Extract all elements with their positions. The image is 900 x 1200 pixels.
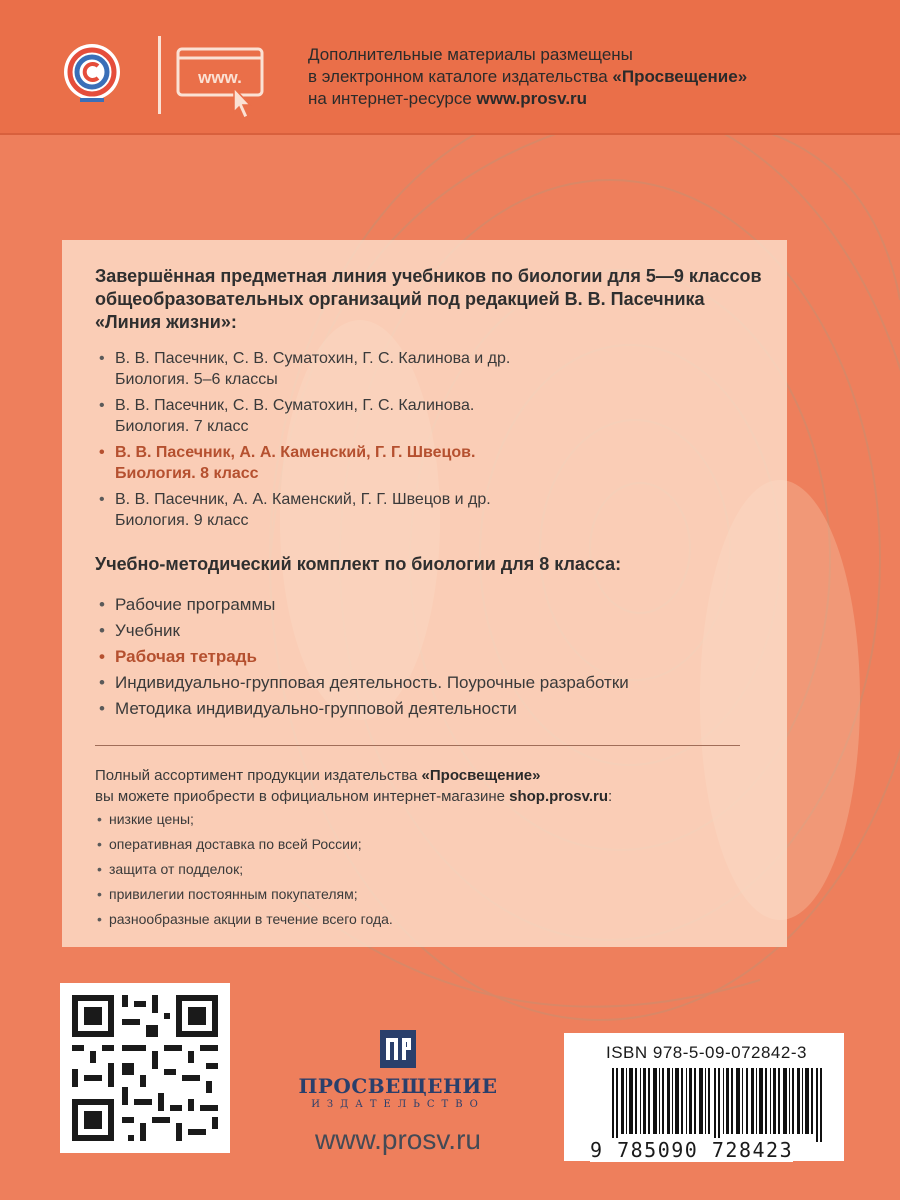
qr-code[interactable] xyxy=(60,983,230,1153)
kit-item: • Учебник xyxy=(95,620,775,642)
header-info-line3-text: на интернет-ресурсе xyxy=(308,89,477,108)
header-info-line1: Дополнительные материалы размещены xyxy=(308,45,633,64)
kit-heading: Учебно-методический комплект по биологии для 8 класса: xyxy=(95,554,622,574)
perk-item: • оперативная доставка по всей России; xyxy=(95,835,775,854)
publisher-subtitle: ИЗДАТЕЛЬСТВО xyxy=(311,1099,485,1110)
shop-line1 xyxy=(95,765,775,786)
shop-line2-colon: : xyxy=(608,788,613,805)
perk-item: • привилегии постоянным покупателям; xyxy=(95,885,775,904)
book-title: Биология. 8 класс xyxy=(115,465,259,482)
header-info-line2 xyxy=(308,66,878,88)
perk-item: • защита от подделок; xyxy=(95,860,775,879)
section-divider xyxy=(95,745,740,746)
shop-link[interactable]: shop.prosv.ru xyxy=(509,788,609,805)
header-info-line2-text: в электронном каталоге издательства xyxy=(308,67,613,86)
barcode xyxy=(612,1068,824,1142)
book-authors: • В. В. Пасечник, С. В. Суматохин, Г. С. Калинова и др. xyxy=(115,350,511,367)
book-title: Биология. 5–6 классы xyxy=(115,371,278,388)
kit-item: • Рабочие программы xyxy=(95,594,775,616)
book-item xyxy=(95,395,775,437)
kit-item-current: • Рабочая тетрадь xyxy=(95,646,775,668)
book-item xyxy=(95,489,775,531)
header-publisher-name: «Просвещение» xyxy=(612,67,748,86)
header-info xyxy=(308,44,878,110)
barcode-digits xyxy=(590,1138,840,1162)
perks-list xyxy=(95,810,775,929)
publisher-name: ПРОСВЕЩЕНИЕ xyxy=(298,1074,498,1098)
shop-publisher-name: «Просвещение» xyxy=(421,767,541,784)
book-authors: • В. В. Пасечник, А. А. Каменский, Г. Г. Швецов. xyxy=(115,444,476,461)
book-title: Биология. 9 класс xyxy=(115,512,249,529)
kit-list xyxy=(95,594,775,720)
header-divider xyxy=(158,36,161,114)
header-info-line3 xyxy=(308,88,878,110)
perk-item: • низкие цены; xyxy=(95,810,775,829)
book-authors: • В. В. Пасечник, А. А. Каменский, Г. Г. Швецов и др. xyxy=(115,491,491,508)
book-title: Биология. 7 класс xyxy=(115,418,249,435)
kit-item: • Индивидуально-групповая деятельность. Поурочные разработки xyxy=(95,672,775,694)
isbn-number: ISBN 978-5-09-072842-3 xyxy=(606,1043,807,1062)
www-icon-text: www. xyxy=(198,68,242,87)
publisher-url[interactable]: www.prosv.ru xyxy=(315,1124,481,1155)
publisher-logo-icon xyxy=(60,38,124,110)
series-section xyxy=(95,265,775,724)
series-heading: Завершённая предметная линия учебников по биологии для 5—9 классов общеобразовательных организаций под редакцией В. В. Пасечника «Линия жизни»: xyxy=(95,266,762,332)
book-item-current xyxy=(95,442,775,484)
book-authors: • В. В. Пасечник, С. В. Суматохин, Г. С. Калинова. xyxy=(115,397,475,414)
barcode-digits-text: 9 785090 728423 xyxy=(590,1138,794,1162)
kit-item: • Методика индивидуально-групповой деятельности xyxy=(95,698,775,720)
perk-item: • разнообразные акции в течение всего года. xyxy=(95,910,775,929)
publisher-emblem-icon xyxy=(380,1030,416,1068)
header-website-link[interactable]: www.prosv.ru xyxy=(476,89,588,108)
shop-line2 xyxy=(95,786,775,807)
shop-section xyxy=(95,765,775,935)
shop-line1-text: Полный ассортимент продукции издательства xyxy=(95,767,422,784)
book-item xyxy=(95,348,775,390)
shop-line2-text: вы можете приобрести в официальном интернет-магазине xyxy=(95,788,510,805)
book-list xyxy=(95,348,775,531)
www-click-icon xyxy=(176,46,270,120)
